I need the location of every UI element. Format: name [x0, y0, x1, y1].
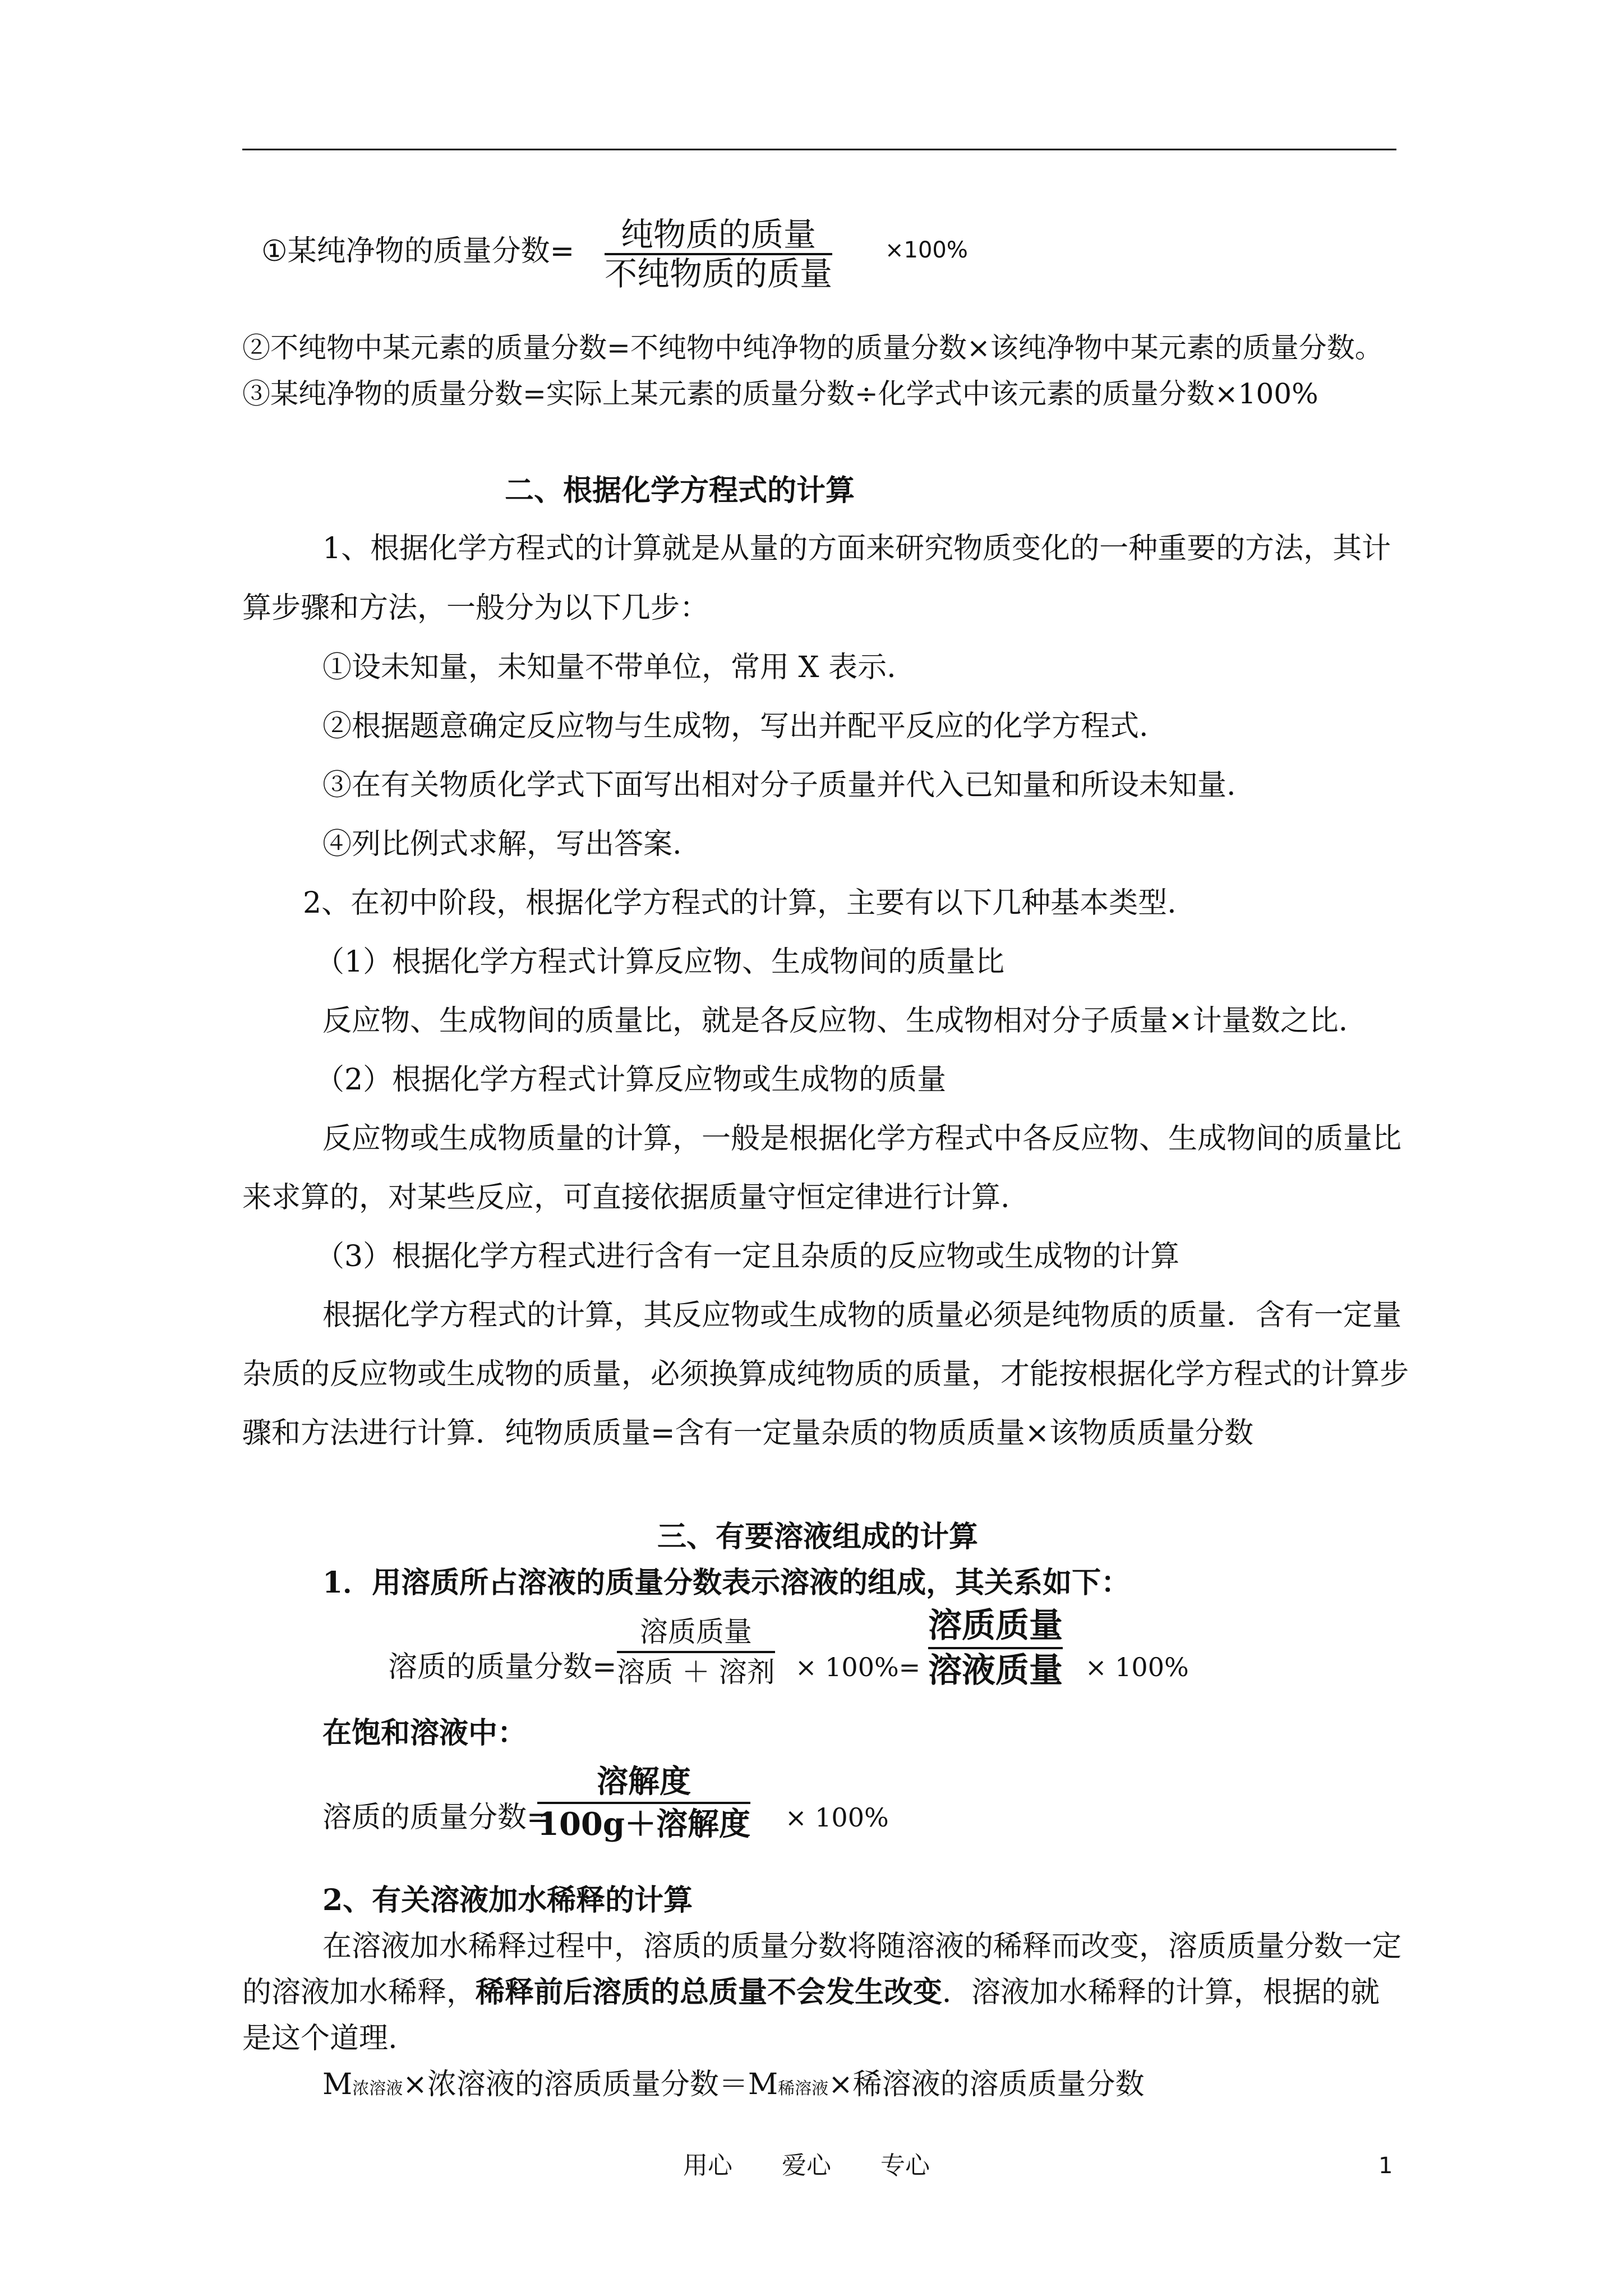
dilution-text-line2: [242, 1976, 1380, 2009]
dilution-text-line3: 是这个道理.: [242, 2022, 398, 2055]
header-rule: [242, 149, 1396, 150]
step4-text: ④列比例式求解，写出答案.: [322, 827, 682, 861]
formula1-fraction: [605, 216, 832, 292]
eq1-prefix: 溶质的质量分数=: [388, 1650, 617, 1684]
section3-heading: 三、有要溶液组成的计算: [657, 1520, 979, 1554]
dilution-eq-subscript1: 浓溶液: [352, 2079, 403, 2099]
dilution-eq-end: ×稀溶液的溶质质量分数: [828, 2068, 1145, 2101]
eq2-denominator: 100g＋溶解度: [537, 1806, 751, 1843]
section2-heading: 二、根据化学方程式的计算: [505, 473, 855, 508]
eq1-fraction2: [928, 1604, 1063, 1692]
type1-text: 反应物、生成物间的质量比，就是各反应物、生成物相对分子质量×计量数之比.: [322, 1004, 1348, 1038]
type3-text-line1: 根据化学方程式的计算，其反应物或生成物的质量必须是纯物质的质量．含有一定量: [322, 1299, 1402, 1332]
type3-text-line3: 骤和方法进行计算．纯物质质量=含有一定量杂质的物质质量×该物质质量分数: [242, 1416, 1254, 1450]
page-number: 1: [1378, 2153, 1393, 2179]
dilution-text-line2-start: 的溶液加水稀释，: [242, 1976, 476, 2009]
dilution-eq-m1: M: [322, 2068, 353, 2101]
dilution-eq-subscript2: 稀溶液: [778, 2079, 829, 2099]
step3-text: ③在有关物质化学式下面写出相对分子质量并代入已知量和所设未知量.: [322, 769, 1236, 802]
eq1-middle: × 100%=: [795, 1652, 921, 1682]
formula3-line: ③某纯净物的质量分数=实际上某元素的质量分数÷化学式中该元素的质量分数×100%: [242, 378, 1318, 410]
eq1-numerator2: 溶质质量: [928, 1606, 1063, 1645]
section2-para1-line1: 1、根据化学方程式的计算就是从量的方面来研究物质变化的一种重要的方法，其计: [322, 532, 1391, 565]
formula2-line: ②不纯物中某元素的质量分数=不纯物中纯净物的质量分数×该纯净物中某元素的质量分数。: [242, 332, 1383, 364]
eq1-denominator1: 溶质 ＋ 溶剂: [617, 1656, 775, 1688]
formula1-denominator: 不纯物质的质量: [605, 255, 833, 293]
dilution-key-point: 稀释前后溶质的总质量不会发生改变: [476, 1975, 943, 2009]
eq2-prefix: 溶质的质量分数=: [322, 1801, 551, 1834]
formula1-numerator: 纯物质的质量: [621, 215, 817, 254]
type3-title: （3）根据化学方程式进行含有一定且杂质的反应物或生成物的计算: [315, 1240, 1180, 1273]
eq2-suffix: × 100%: [785, 1802, 889, 1833]
type3-text-line2: 杂质的反应物或生成物的质量，必须换算成纯物质的质量，才能按根据化学方程式的计算步: [242, 1358, 1409, 1391]
dilution-text-line2-end: ．溶液加水稀释的计算，根据的就: [942, 1976, 1380, 2009]
dilution-eq-middle: ×浓溶液的溶质质量分数＝M: [403, 2068, 778, 2101]
section3-sub2: 2、有关溶液加水稀释的计算: [322, 1883, 693, 1917]
eq1-fraction1: [617, 1613, 775, 1691]
type2-text-line1: 反应物或生成物质量的计算，一般是根据化学方程式中各反应物、生成物间的质量比: [322, 1122, 1402, 1156]
section2-para2: 2、在初中阶段，根据化学方程式的计算，主要有以下几种基本类型.: [303, 886, 1177, 920]
section2-para1-line2: 算步骤和方法，一般分为以下几步：: [242, 591, 709, 625]
eq1-numerator1: 溶质质量: [639, 1616, 752, 1648]
eq1-denominator2: 溶液质量: [928, 1651, 1063, 1690]
saturated-solution-label: 在饱和溶液中：: [322, 1716, 527, 1750]
formula1-suffix: ×100%: [885, 237, 968, 263]
type2-title: （2）根据化学方程式计算反应物或生成物的质量: [315, 1063, 947, 1097]
formula1-prefix: ①某纯净物的质量分数=: [261, 234, 575, 268]
type2-text-line2: 来求算的，对某些反应，可直接依据质量守恒定律进行计算.: [242, 1181, 1010, 1214]
section3-sub1: 1．用溶质所占溶液的质量分数表示溶液的组成，其关系如下：: [322, 1566, 1131, 1600]
footer-motto: 用心 爱心 专心: [683, 2151, 930, 2180]
type1-title: （1）根据化学方程式计算反应物、生成物间的质量比: [315, 945, 1005, 979]
eq2-numerator: 溶解度: [597, 1763, 691, 1800]
dilution-equation: [322, 2068, 1145, 2106]
dilution-text-line1: 在溶液加水稀释过程中，溶质的质量分数将随溶液的稀释而改变，溶质质量分数一定: [322, 1930, 1402, 1963]
step1-text: ①设未知量，未知量不带单位，常用 X 表示.: [322, 651, 896, 684]
eq1-suffix: × 100%: [1085, 1652, 1189, 1682]
step2-text: ②根据题意确定反应物与生成物，写出并配平反应的化学方程式.: [322, 710, 1149, 743]
eq2-fraction: [537, 1761, 750, 1844]
